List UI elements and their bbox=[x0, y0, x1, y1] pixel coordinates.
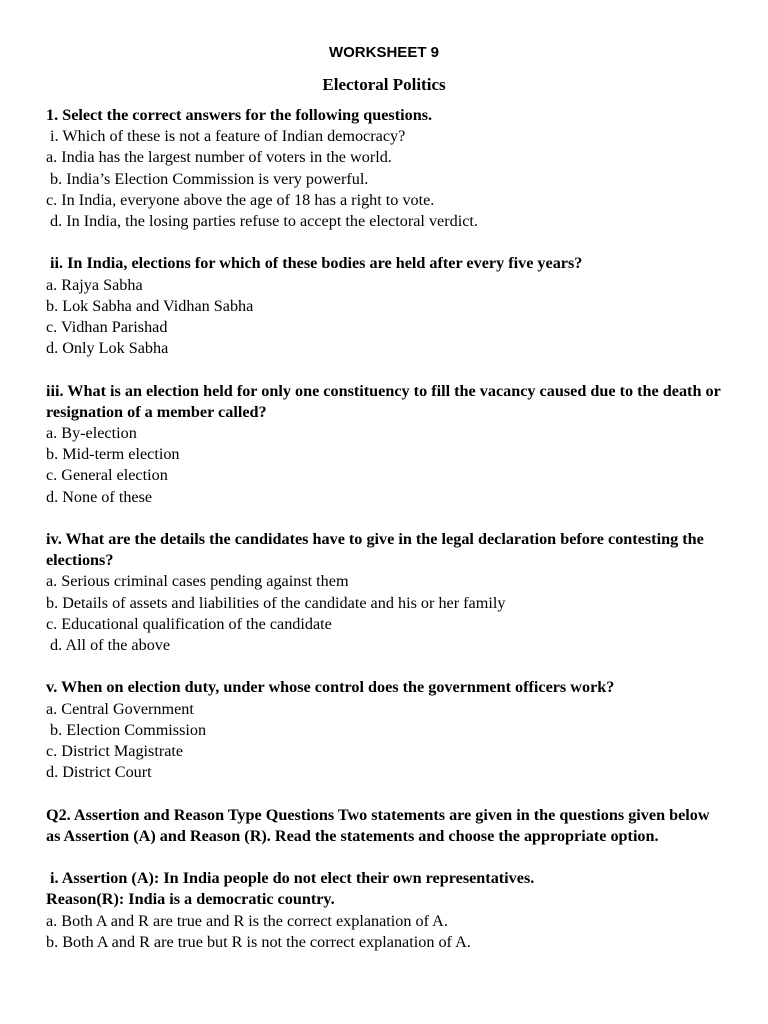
option: b. Details of assets and liabilities of the candidate and his or her family bbox=[46, 593, 506, 612]
question-1-iii: iii. What is an election held for only one constituency to fill the vacancy caused due to the death or resignation of a member called? bbox=[46, 381, 721, 421]
option: b. Election Commission bbox=[46, 720, 207, 739]
option: a. Both A and R are true and R is the correct explanation of A. bbox=[46, 911, 448, 930]
question-1-ii: ii. In India, elections for which of these bodies are held after every five years? bbox=[46, 254, 583, 273]
option: d. District Court bbox=[46, 763, 152, 782]
question-1-i: i. Which of these is not a feature of Indian democracy? bbox=[46, 127, 406, 146]
option: d. All of the above bbox=[46, 636, 171, 655]
option: a. India has the largest number of voters in the world. bbox=[46, 148, 392, 167]
option: c. General election bbox=[46, 466, 168, 485]
option: b. Both A and R are true but R is not the correct explanation of A. bbox=[46, 932, 471, 951]
q1-heading: 1. Select the correct answers for the following questions. bbox=[46, 106, 433, 124]
option: b. Lok Sabha and Vidhan Sabha bbox=[46, 296, 254, 315]
option: b. Mid-term election bbox=[46, 445, 180, 464]
worksheet-title: WORKSHEET 9 bbox=[328, 44, 439, 61]
option: d. None of these bbox=[46, 487, 153, 506]
option: a. Central Government bbox=[46, 699, 194, 718]
option: c. Educational qualification of the candidate bbox=[46, 614, 332, 633]
worksheet-content bbox=[46, 105, 726, 953]
subject-title: Electoral Politics bbox=[322, 75, 446, 94]
q2-heading: Q2. Assertion and Reason Type Questions Two statements are given in the questions given below as Assertion (A) and Reason (R). Read the statements and choose the appropriate option. bbox=[46, 805, 710, 845]
reason: Reason(R): India is a democratic country. bbox=[46, 890, 335, 909]
assertion: i. Assertion (A): In India people do not elect their own representatives. bbox=[46, 869, 535, 888]
option: c. District Magistrate bbox=[46, 742, 184, 761]
option: a. Rajya Sabha bbox=[46, 275, 143, 294]
option: a. Serious criminal cases pending against them bbox=[46, 572, 349, 591]
option: a. By-election bbox=[46, 424, 137, 443]
option: d. Only Lok Sabha bbox=[46, 339, 169, 358]
question-1-v: v. When on election duty, under whose control does the government officers work? bbox=[46, 678, 615, 697]
option: c. Vidhan Parishad bbox=[46, 318, 168, 337]
option: b. India’s Election Commission is very powerful. bbox=[46, 169, 369, 188]
option: d. In India, the losing parties refuse to accept the electoral verdict. bbox=[46, 212, 478, 231]
question-1-iv: iv. What are the details the candidates have to give in the legal declaration before contesting the elections? bbox=[46, 530, 704, 570]
option: c. In India, everyone above the age of 18 has a right to vote. bbox=[46, 190, 435, 209]
